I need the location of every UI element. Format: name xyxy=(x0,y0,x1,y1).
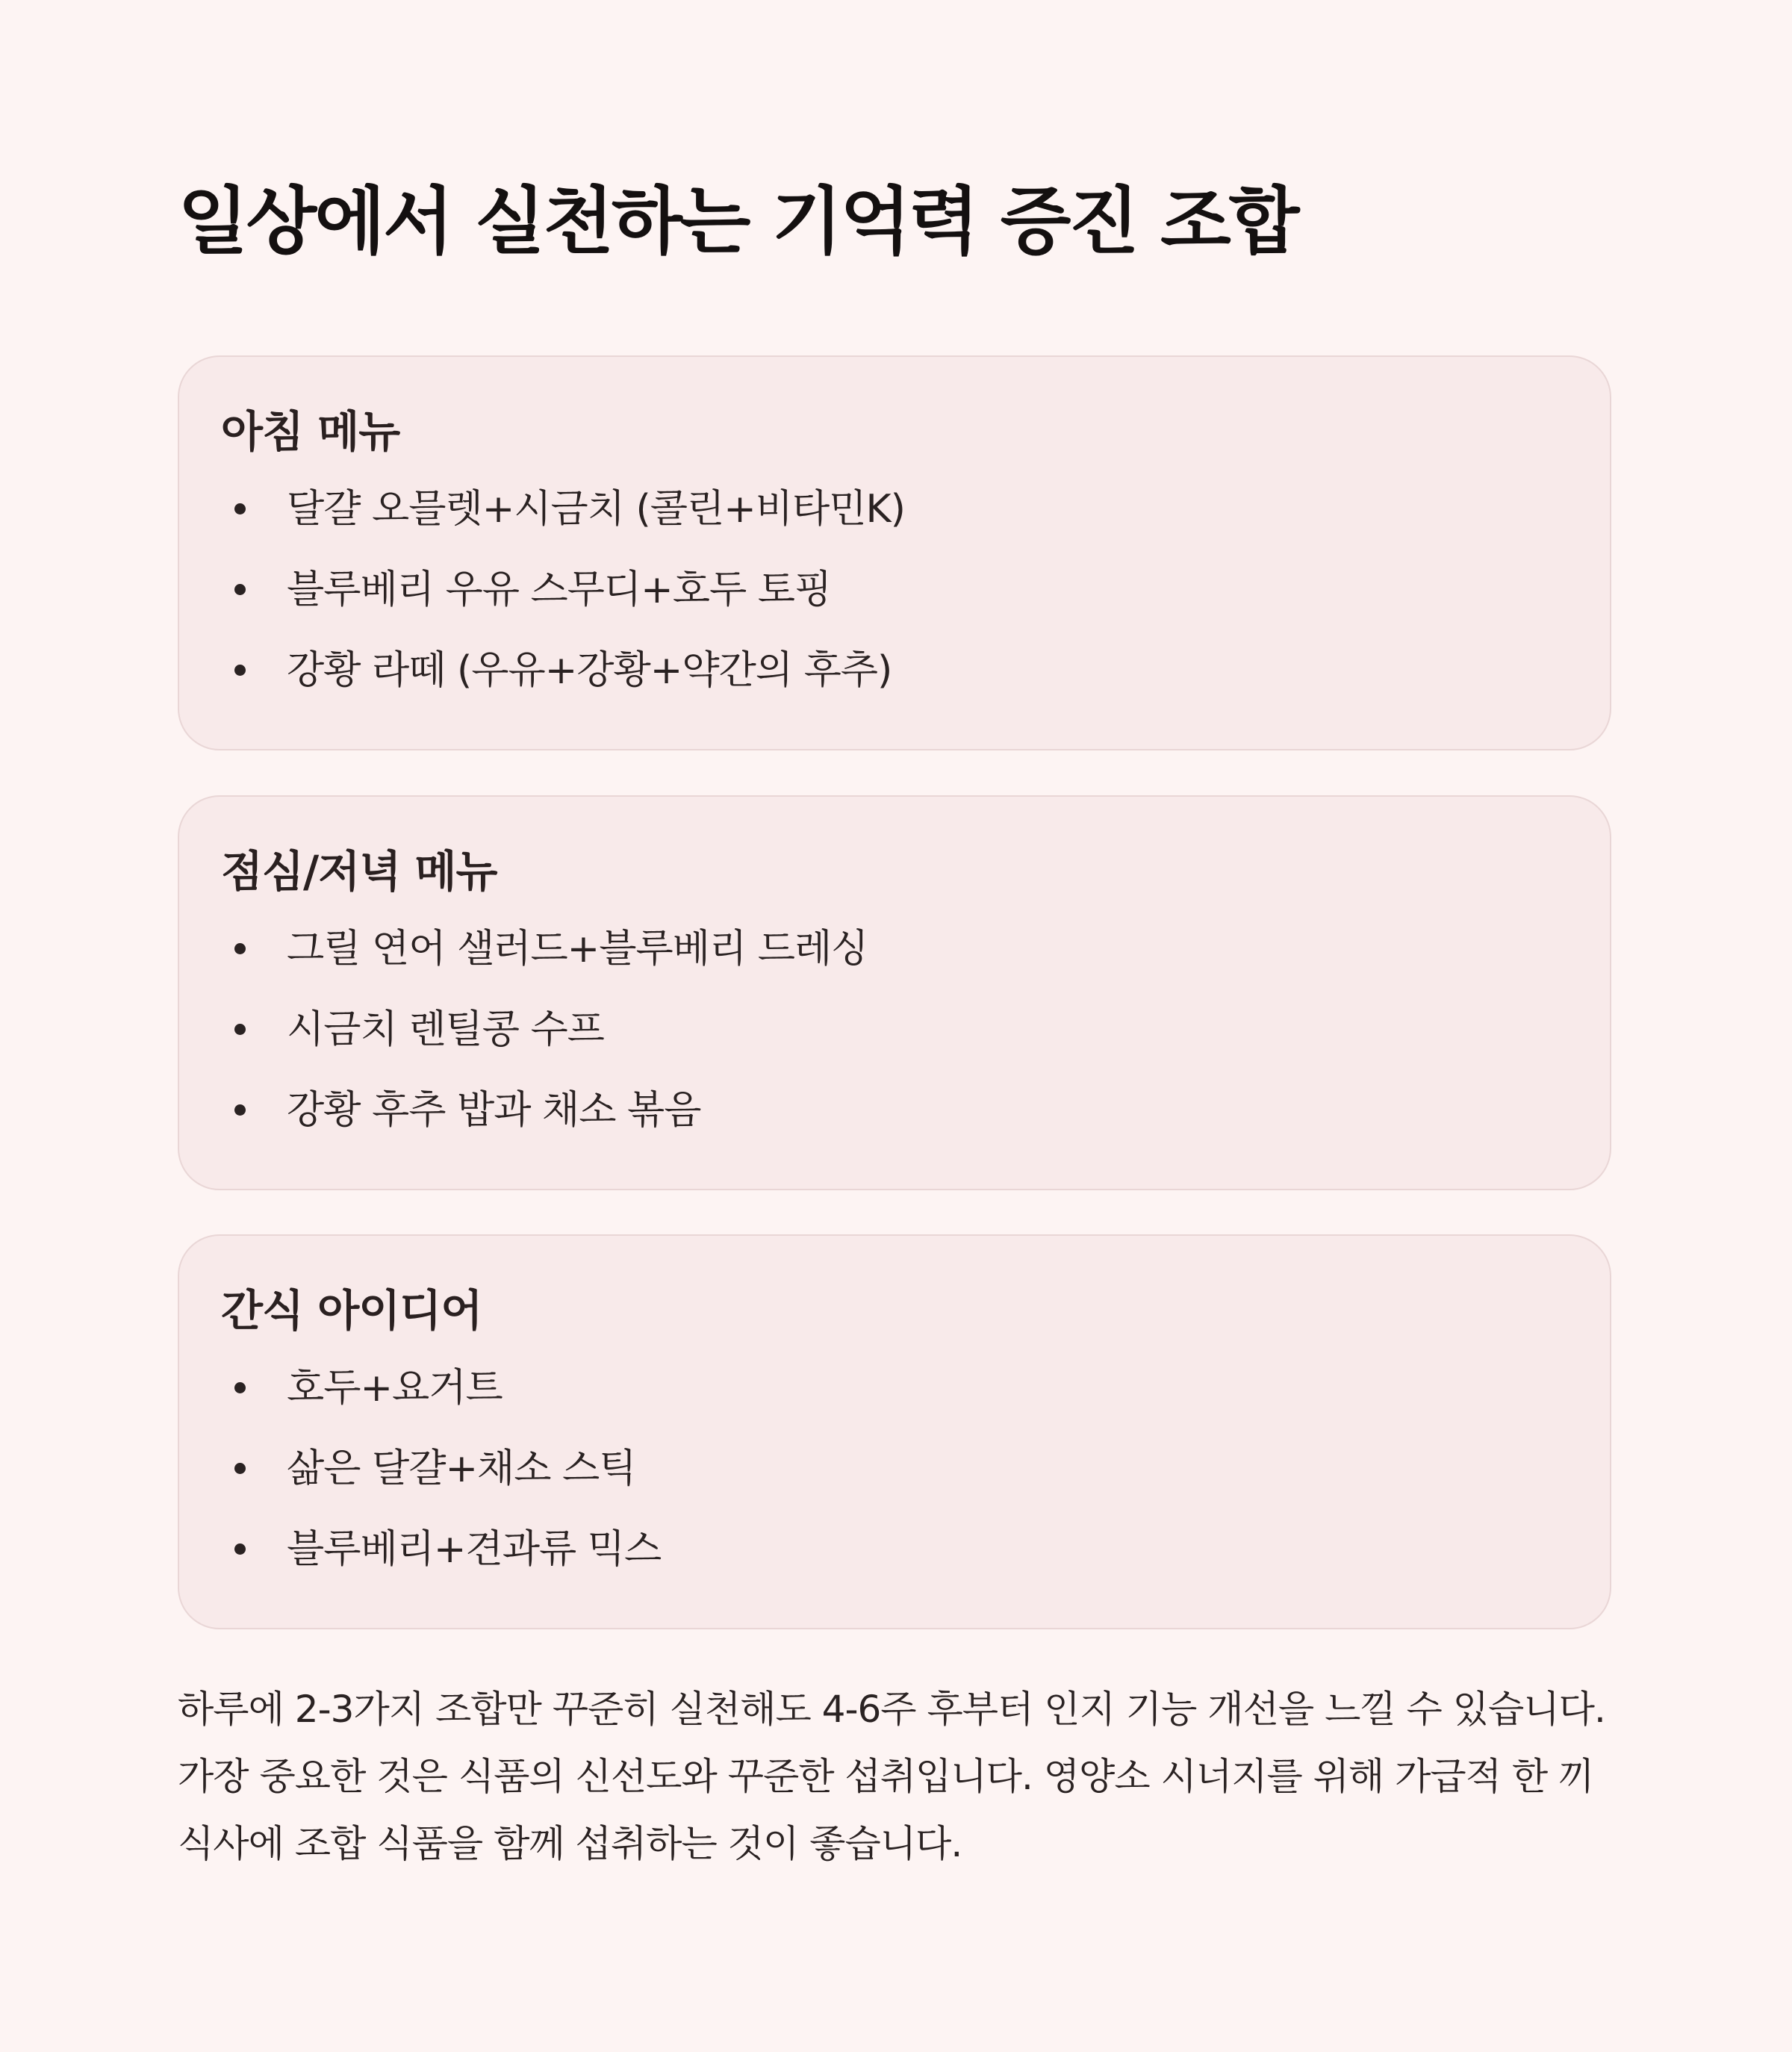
list-item-text: 삶은 달걀+채소 스틱 xyxy=(287,1446,636,1491)
list-item-text: 그릴 연어 샐러드+블루베리 드레싱 xyxy=(287,927,868,971)
snack-ideas-heading: 간식 아이디어 xyxy=(221,1285,482,1336)
bullet-icon xyxy=(234,1104,246,1116)
lunch-dinner-menu-card xyxy=(178,795,1611,1190)
list-item-text: 블루베리+견과류 믹스 xyxy=(287,1527,662,1572)
bullet-icon xyxy=(234,943,246,954)
bullet-icon xyxy=(234,1024,246,1035)
footer-note: 하루에 2-3가지 조합만 꾸준히 실천해도 4-6주 후부터 인지 기능 개선을 느낄 수 있습니다. 가장 중요한 것은 식품의 신선도와 꾸준한 섭취입니다. 영양소 시너지를 위해 가급적 한 끼 식사에 조합 식품을 함께 섭취하는 것이 좋습니다. xyxy=(178,1688,1605,1865)
list-item-text: 호두+요거트 xyxy=(287,1366,503,1411)
bullet-icon xyxy=(234,1382,246,1393)
bullet-icon xyxy=(234,1543,246,1555)
bullet-icon xyxy=(234,503,246,514)
lunch-dinner-menu-heading: 점심/저녁 메뉴 xyxy=(221,846,497,897)
list-item-text: 강황 후추 밥과 채소 볶음 xyxy=(287,1088,701,1133)
list-item-text: 시금치 렌틸콩 수프 xyxy=(287,1007,604,1052)
bullet-icon xyxy=(234,665,246,676)
breakfast-menu-heading: 아침 메뉴 xyxy=(221,406,400,457)
bullet-icon xyxy=(234,584,246,595)
breakfast-menu-card xyxy=(178,355,1611,750)
list-item-text: 블루베리 우유 스무디+호두 토핑 xyxy=(287,568,832,612)
bullet-icon xyxy=(234,1463,246,1474)
snack-ideas-card xyxy=(178,1234,1611,1629)
list-item-text: 달걀 오믈렛+시금치 (콜린+비타민K) xyxy=(287,487,905,532)
list-item-text: 강황 라떼 (우유+강황+약간의 후추) xyxy=(287,648,892,693)
page-title: 일상에서 실천하는 기억력 증진 조합 xyxy=(178,179,1298,264)
